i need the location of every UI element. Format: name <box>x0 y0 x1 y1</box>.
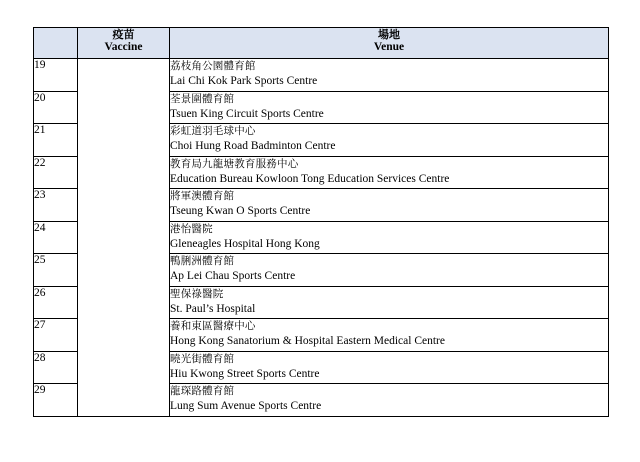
venue-cell <box>170 351 609 384</box>
venue-cell <box>170 91 609 124</box>
venue-name-zh: 龍琛路體育館 <box>170 385 235 397</box>
venue-cell <box>170 254 609 287</box>
venue-name-en: Hiu Kwong Street Sports Centre <box>170 367 320 380</box>
header-vaccine-en: Vaccine <box>104 41 143 53</box>
row-number: 25 <box>34 254 78 287</box>
venue-cell <box>170 221 609 254</box>
row-number: 24 <box>34 221 78 254</box>
header-number-cell <box>34 28 78 59</box>
venue-name-en: Lung Sum Avenue Sports Centre <box>170 400 322 412</box>
venue-name-en: Tseung Kwan O Sports Centre <box>170 205 311 217</box>
venue-name-en: Hong Kong Sanatorium & Hospital Eastern Medical Centre <box>170 335 445 347</box>
row-number: 22 <box>34 156 78 189</box>
venue-cell <box>170 124 609 157</box>
row-number: 19 <box>34 59 78 92</box>
venue-cell <box>170 59 609 92</box>
venue-name-zh: 曉光街體育館 <box>170 352 235 365</box>
venue-name-en: Gleneagles Hospital Hong Kong <box>170 237 320 250</box>
header-vaccine-cell <box>78 28 170 59</box>
venue-table <box>33 27 609 417</box>
table-header-row <box>34 28 609 59</box>
venue-name-zh: 聖保祿醫院 <box>170 287 224 300</box>
row-number: 28 <box>34 351 78 384</box>
vaccine-cell <box>78 59 170 417</box>
venue-name-zh: 將軍澳體育館 <box>170 190 235 202</box>
row-number: 20 <box>34 91 78 124</box>
venue-cell <box>170 156 609 189</box>
venue-name-zh: 鴨脷洲體育館 <box>170 255 235 267</box>
venue-name-zh: 荃景圍體育館 <box>170 92 235 105</box>
row-number: 27 <box>34 319 78 352</box>
venue-name-zh: 彩虹道羽毛球中心 <box>170 125 256 137</box>
venue-cell <box>170 189 609 222</box>
venue-cell <box>170 286 609 319</box>
header-vaccine-zh: 疫苗 <box>112 28 135 41</box>
header-venue-zh: 場地 <box>378 28 400 41</box>
venue-name-zh: 荔枝角公園體育館 <box>170 60 256 72</box>
venue-name-zh: 教育局九龍塘教育服務中心 <box>170 157 299 170</box>
header-venue-cell <box>170 28 609 59</box>
venue-name-en: Ap Lei Chau Sports Centre <box>170 270 296 282</box>
venue-name-en: Choi Hung Road Badminton Centre <box>170 140 336 152</box>
venue-name-zh: 養和東區醫療中心 <box>170 320 256 332</box>
row-number: 21 <box>34 124 78 157</box>
row-number: 29 <box>34 384 78 417</box>
venue-name-en: Lai Chi Kok Park Sports Centre <box>170 75 318 87</box>
header-venue-en: Venue <box>373 41 405 53</box>
venue-name-zh: 港怡醫院 <box>170 222 213 235</box>
row-number: 23 <box>34 189 78 222</box>
venue-cell <box>170 384 609 417</box>
venue-cell <box>170 319 609 352</box>
row-number: 26 <box>34 286 78 319</box>
venue-name-en: Tsuen King Circuit Sports Centre <box>170 107 324 120</box>
table-row <box>34 59 609 92</box>
venue-name-en: St. Paul’s Hospital <box>170 302 256 315</box>
venue-name-en: Education Bureau Kowloon Tong Education Services Centre <box>170 172 450 185</box>
